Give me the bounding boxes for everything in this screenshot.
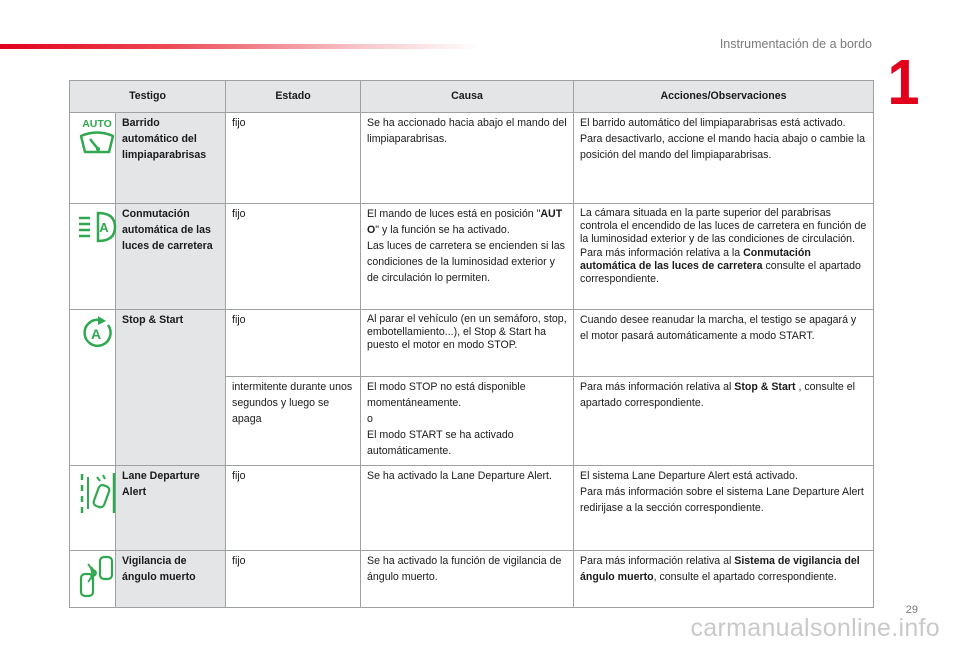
causa-text — [367, 207, 567, 239]
causa-text-2: El modo START se ha activado automáticamente. — [367, 428, 514, 457]
acciones-text-part: Para más información relativa al — [580, 381, 735, 393]
svg-text:AUTO: AUTO — [82, 118, 112, 130]
causa-cell — [361, 377, 574, 466]
acciones-cell — [574, 113, 874, 204]
table-row — [70, 551, 874, 608]
estado-cell: fijo — [226, 310, 361, 377]
lane-departure-icon — [76, 469, 109, 513]
acciones-cell — [574, 377, 874, 466]
estado-cell: fijo — [226, 466, 361, 551]
row-label: Conmutación automática de las luces de carretera — [116, 204, 226, 310]
causa-cell: Se ha activado la función de vigilancia de ángulo muerto. — [361, 551, 574, 608]
causa-cell: Se ha accionado hacia abajo el mando del limpiaparabrisas. — [361, 113, 574, 204]
row-label: Lane Departure Alert — [116, 466, 226, 551]
header-causa: Causa — [361, 81, 574, 113]
acciones-text-part: Para más información relativa a la — [580, 246, 744, 259]
acciones-text: La cámara situada en la parte superior del parabrisas controla el encendido de las luces de carretera en función de la luminosidad exterior y de las condiciones de circulación. — [580, 207, 867, 246]
acciones-text-2: Para más información sobre el sistema Lane Departure Alert redirijase a la sección correspondiente. — [580, 486, 864, 515]
header-acciones: Acciones/Observaciones — [574, 81, 874, 113]
acciones-text-bold: Stop & Start — [734, 381, 796, 393]
causa-text-bold: AUT O — [367, 208, 563, 236]
stop-start-icon — [76, 313, 109, 353]
causa-or: o — [367, 412, 373, 425]
acciones-text-part: , consulte el apartado correspondiente. — [653, 571, 837, 584]
acciones-text-2 — [580, 247, 867, 287]
acciones-cell — [574, 204, 874, 310]
watermark: carmanualsonline.info — [690, 614, 940, 642]
section-title: Instrumentación de a bordo — [719, 37, 872, 51]
acciones-text: El sistema Lane Departure Alert está activado. — [580, 470, 798, 483]
causa-cell: Se ha activado la Lane Departure Alert. — [361, 466, 574, 551]
row-label: Vigilancia de ángulo muerto — [116, 551, 226, 608]
acciones-cell — [574, 551, 874, 608]
table-header-row — [70, 81, 874, 113]
estado-cell: intermitente durante unos segundos y luego se apaga — [226, 377, 361, 466]
causa-text: El modo STOP no está disponible momentáneamente. — [367, 381, 526, 409]
table-row — [70, 204, 874, 310]
table-row — [70, 310, 874, 377]
acciones-text-part: , consulte el apartado correspondiente. — [580, 381, 855, 409]
estado-cell: fijo — [226, 551, 361, 608]
causa-cell — [361, 204, 574, 310]
acciones-text-bold: Sistema de vigilancia del ángulo muerto — [580, 555, 860, 584]
causa-text-2: Las luces de carretera se encienden si las condiciones de la luminosidad exterior y de circulación lo permiten. — [367, 239, 565, 284]
acciones-text: El barrido automático del limpiaparabrisas está activado. — [580, 117, 846, 129]
row-label: Stop & Start — [116, 310, 226, 466]
page-number: 29 — [905, 604, 918, 616]
causa-text-part: El mando de luces está en posición " — [367, 208, 541, 220]
row-label: Barrido automático del limpiaparabrisas — [116, 113, 226, 204]
red-gradient-bar — [0, 44, 480, 49]
header-testigo: Testigo — [70, 81, 226, 113]
estado-cell: fijo — [226, 204, 361, 310]
acciones-text-part: Para más información relativa al — [580, 555, 735, 568]
auto-high-beam-icon — [76, 207, 109, 247]
warning-lights-table — [69, 80, 874, 608]
table-row — [70, 113, 874, 204]
acciones-text-bold: Conmutación automática de las luces de carretera — [580, 246, 811, 272]
table-row — [70, 466, 874, 551]
acciones-cell — [574, 466, 874, 551]
acciones-text-part: consulte el apartado correspondiente. — [580, 259, 861, 286]
acciones-text-2: Para desactivarlo, accione el mando hacia abajo o cambie la posición del mando del limpiaparabrisas. — [580, 132, 866, 161]
svg-text:A: A — [90, 326, 102, 342]
estado-cell: fijo — [226, 113, 361, 204]
svg-text:A: A — [99, 220, 109, 235]
chapter-number: 1 — [887, 46, 920, 118]
auto-wiper-icon — [76, 116, 112, 162]
acciones-cell: Cuando desee reanudar la marcha, el testigo se apagará y el motor pasará automáticamente a modo START. — [574, 310, 874, 377]
causa-text-part: " y la función se ha activado. — [375, 223, 510, 236]
header-estado: Estado — [226, 81, 361, 113]
causa-cell: Al parar el vehículo (en un semáforo, stop, embotellamiento...), el Stop & Start ha puesto el motor en modo STOP. — [361, 310, 574, 377]
blind-spot-icon — [76, 554, 109, 598]
